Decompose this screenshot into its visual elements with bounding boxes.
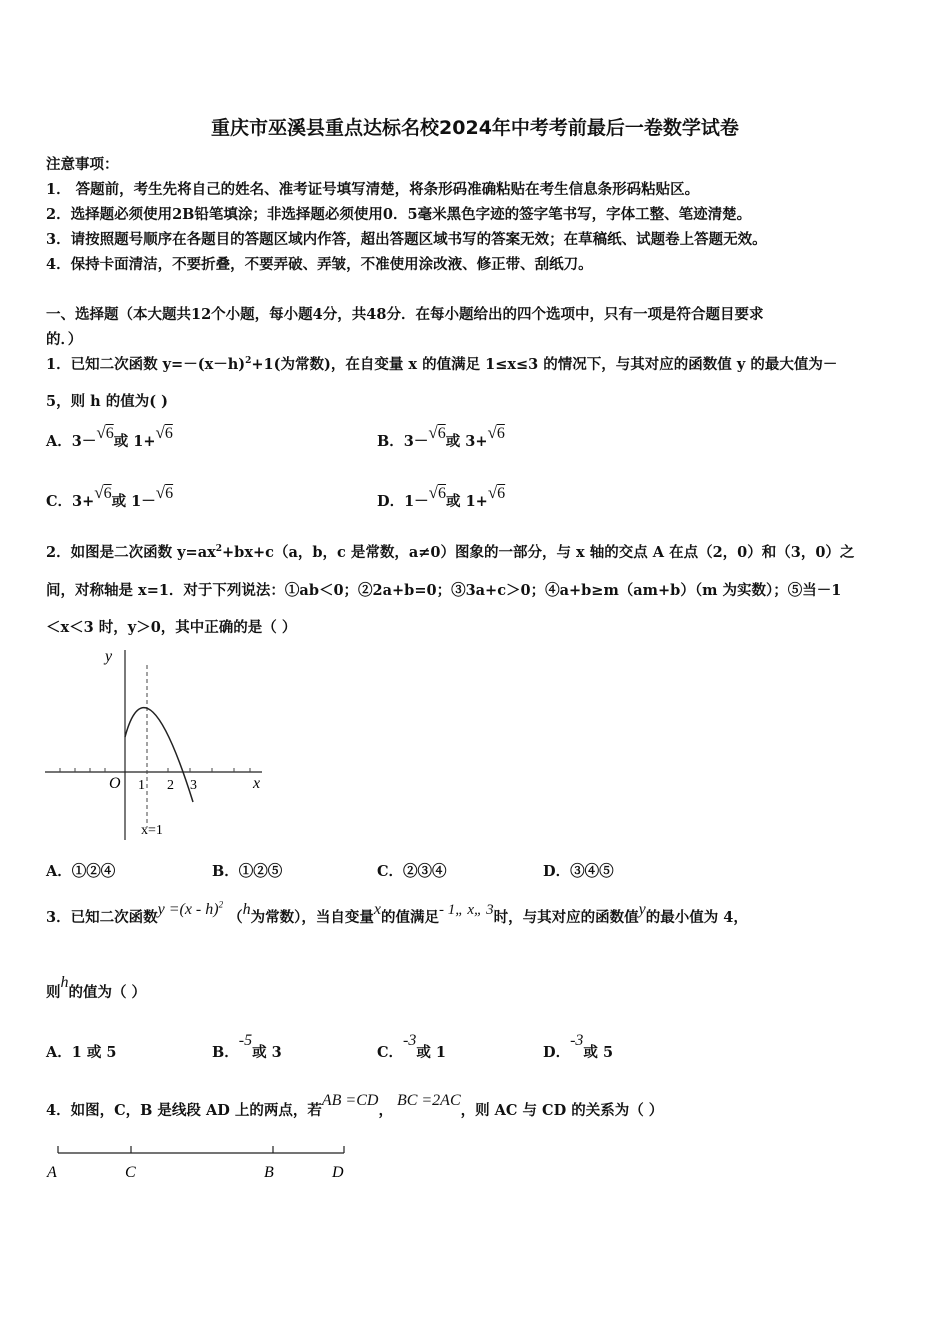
point-a-label: A xyxy=(47,1164,57,1181)
q3-stem: 3．已知二次函数y =(x - h)$^2$ （h为常数），当自变量x的值满足- 1„ x„ 3时，与其对应的函数值y的最小值为 4， xyxy=(46,899,748,926)
tick-label: 3 xyxy=(190,778,197,793)
q2-parabola-graph xyxy=(40,645,270,845)
q1-option-b[interactable]: B．3－√6或 3+√6 xyxy=(377,423,505,450)
x-label: x xyxy=(253,775,261,792)
notice-heading: 注意事项： xyxy=(46,156,119,173)
notice-item: 1． 答题前，考生先将自己的姓名、准考证号填写清楚，将条形码准确粘贴在考生信息条形码粘贴区。 xyxy=(46,181,700,198)
section-heading: 一、选择题（本大题共12个小题，每小题4分，共48分．在每小题给出的四个选项中，只有一项是符合题目要求 xyxy=(46,306,764,323)
q3-stem-cont: 则h的值为（ ） xyxy=(46,974,147,1001)
q4-segment-figure xyxy=(40,1140,360,1185)
section-heading-cont: 的．） xyxy=(46,331,83,348)
q1-option-c[interactable]: C．3+√6或 1－√6 xyxy=(46,483,174,510)
q2-option-c[interactable]: C．②③④ xyxy=(377,863,447,880)
q3-option-d[interactable]: D．-3或 5 xyxy=(543,1032,614,1061)
q3-option-b[interactable]: B．-5或 3 xyxy=(212,1032,282,1061)
y-label: y xyxy=(105,648,113,665)
q1-option-a[interactable]: A．3－√6或 1+√6 xyxy=(46,423,173,450)
page-title: 重庆市巫溪县重点达标名校2024年中考考前最后一卷数学试卷 xyxy=(211,117,739,139)
q3-option-a[interactable]: A．1 或 5 xyxy=(46,1044,117,1061)
tick-label: 1 xyxy=(138,778,145,793)
q2-stem-cont: 间，对称轴是 x=1．对于下列说法：①ab＜0；②2a+b=0；③3a+c＞0；④a+b≥m（am+b）（m 为实数）；⑤当－1 xyxy=(46,582,842,599)
q2-stem-cont: ＜x＜3 时，y＞0，其中正确的是（ ） xyxy=(46,619,297,636)
q2-option-a[interactable]: A．①②④ xyxy=(46,863,116,880)
q2-option-d[interactable]: D．③④⑤ xyxy=(543,863,614,880)
q3-option-c[interactable]: C．-3或 1 xyxy=(377,1032,447,1061)
q4-stem: 4．如图，C，B 是线段 AD 上的两点，若AB =CD，BC =2AC，则 AC 与 CD 的关系为（ ） xyxy=(46,1092,664,1119)
notice-item: 3．请按照题号顺序在各题目的答题区域内作答，超出答题区域书写的答案无效；在草稿纸、试题卷上答题无效。 xyxy=(46,231,767,248)
notice-item: 4．保持卡面清洁，不要折叠，不要弄破、弄皱，不准使用涂改液、修正带、刮纸刀。 xyxy=(46,256,593,273)
point-b-label: B xyxy=(264,1164,274,1181)
q1-option-d[interactable]: D．1－√6或 1+√6 xyxy=(377,483,506,510)
q2-option-b[interactable]: B．①②⑤ xyxy=(212,863,283,880)
q1-stem: 1．已知二次函数 $y=-(x-h)^2+1$(为常数)，在自变量 x 的值满足 1≤x≤3 的情况下，与其对应的函数值 y 的最大值为－ xyxy=(46,356,838,373)
tick-label: 2 xyxy=(167,778,174,793)
symmetry-label: x=1 xyxy=(141,823,163,838)
q2-stem: 2．如图是二次函数 $y=ax^2+bx+c(a$，b，c 是常数，a≠0）图象的一部分，与 x 轴的交点 A 在点（2，0）和（3，0）之 xyxy=(46,544,855,561)
q1-stem-cont: 5，则 h 的值为( ) xyxy=(46,393,168,410)
origin-label: O xyxy=(109,775,121,792)
parabola-curve xyxy=(125,708,193,802)
notice-item: 2．选择题必须使用2B铅笔填涂；非选择题必须使用0．5毫米黑色字迹的签字笔书写，字体工整、笔迹清楚。 xyxy=(46,206,752,223)
point-d-label: D xyxy=(332,1164,344,1181)
point-c-label: C xyxy=(125,1164,136,1181)
